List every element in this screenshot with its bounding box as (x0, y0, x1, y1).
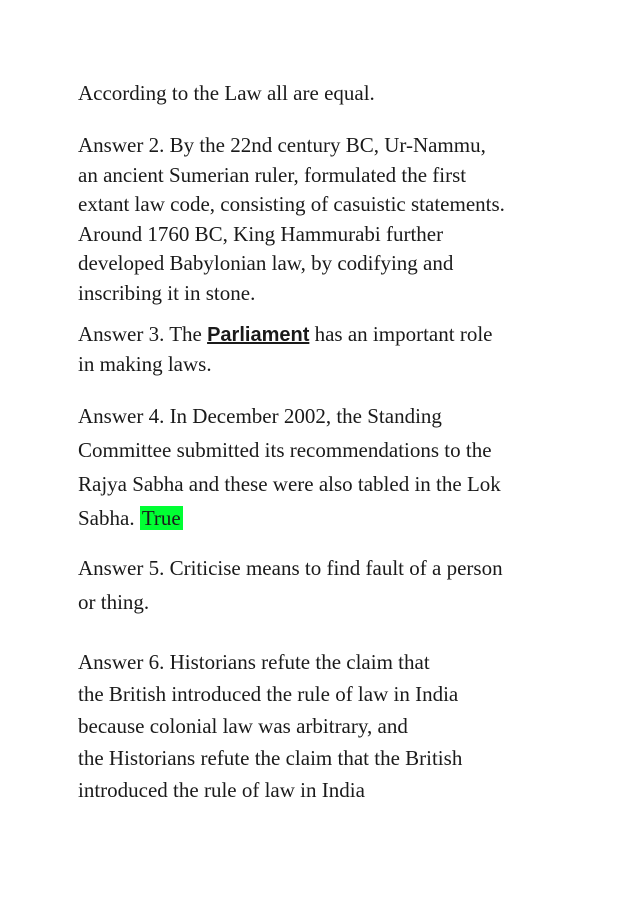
answer-5-line: Answer 5. Criticise means to find fault of a person (78, 556, 503, 580)
answer-6-line: the Historians refute the claim that the British (78, 746, 463, 770)
answer-4-paragraph (78, 399, 578, 535)
answer-2-line: extant law code, consisting of casuistic statements. (78, 192, 505, 216)
answer-3-paragraph (78, 319, 578, 379)
answer-6-line: introduced the rule of law in India (78, 778, 365, 802)
answer-3-suffix: has an important role (309, 322, 493, 346)
answer-4-line: Rajya Sabha and these were also tabled in the Lok (78, 472, 501, 496)
answer-3-emphasis: Parliament (207, 324, 310, 346)
answer-6-paragraph (78, 646, 578, 806)
answer-4-last-text: Sabha. (78, 506, 140, 530)
answer-2-paragraph (78, 131, 578, 308)
answer-6-line: Answer 6. Historians refute the claim that (78, 650, 430, 674)
intro-paragraph (78, 78, 578, 109)
answer-6-line: because colonial law was arbitrary, and (78, 714, 408, 738)
true-highlight: True (141, 506, 181, 530)
answer-3-line (78, 319, 578, 349)
intro-line: According to the Law all are equal. (78, 81, 375, 105)
answer-5-line: or thing. (78, 590, 150, 614)
answer-5-paragraph (78, 551, 578, 619)
answer-6-line: the British introduced the rule of law in India (78, 682, 459, 706)
answer-2-line: an ancient Sumerian ruler, formulated the first (78, 162, 467, 187)
answer-4-line (78, 501, 578, 535)
answer-2-line: Answer 2. By the 22nd century BC, Ur-Nammu, (78, 133, 486, 157)
answer-4-line: Committee submitted its recommendations to the (78, 438, 492, 462)
answer-2-line: developed Babylonian law, by codifying and (78, 251, 454, 275)
answer-3-prefix: Answer 3. The (78, 322, 208, 346)
answer-2-line: inscribing it in stone. (78, 280, 256, 305)
answer-3-line: in making laws. (78, 352, 212, 376)
answer-4-line: Answer 4. In December 2002, the Standing (78, 404, 442, 428)
answer-2-line: Around 1760 BC, King Hammurabi further (78, 221, 444, 246)
